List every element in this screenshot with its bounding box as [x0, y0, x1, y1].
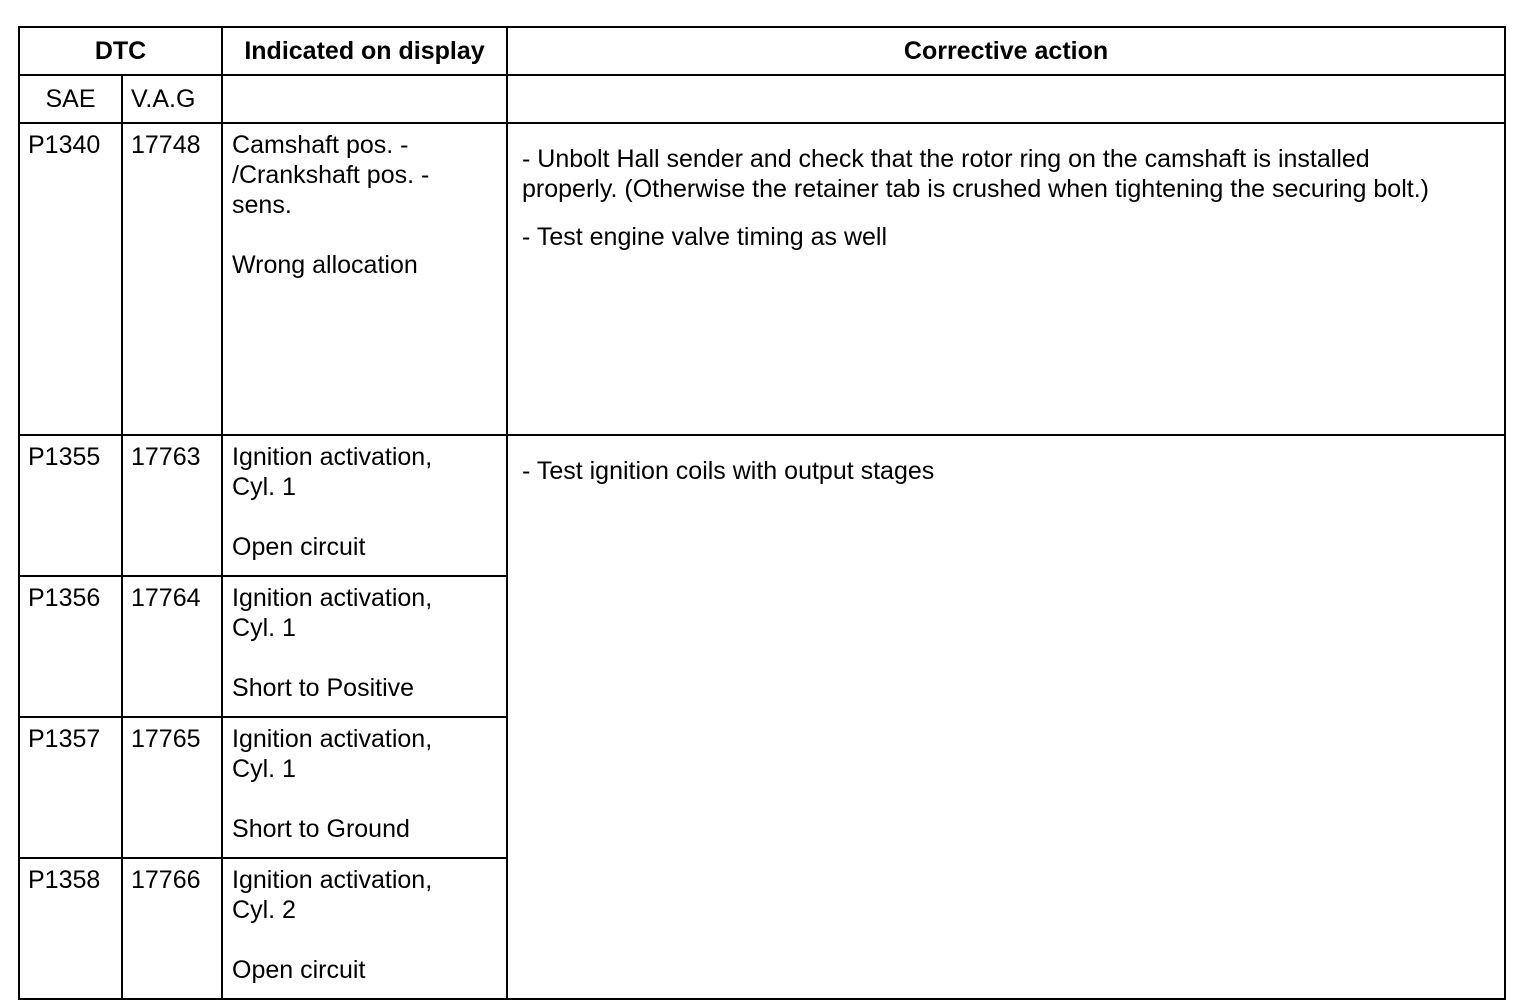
subheader-sae: SAE — [19, 75, 122, 123]
display-text-line: Cyl. 1 — [232, 614, 296, 642]
display-text-line: Ignition activation, — [232, 725, 433, 753]
display-text-line: Ignition activation, — [232, 866, 433, 894]
sae-code: P1356 — [19, 576, 122, 717]
sae-code: P1357 — [19, 717, 122, 858]
display-status: Short to Ground — [232, 815, 410, 843]
display-text-line: Cyl. 2 — [232, 896, 296, 924]
corrective-action-cell — [507, 123, 1505, 435]
display-status: Open circuit — [232, 533, 366, 561]
sae-code: P1340 — [19, 123, 122, 435]
header-indicated-on-display: Indicated on display — [222, 27, 507, 75]
vag-code: 17764 — [122, 576, 222, 717]
sae-code: P1355 — [19, 435, 122, 576]
corrective-action-text: - Test ignition coils with output stages — [522, 457, 935, 485]
display-cell — [222, 123, 507, 435]
corrective-action-text: - Unbolt Hall sender and check that the rotor ring on the camshaft is installed properly. (Otherwise the retainer tab is crushed when tightening the securing bolt.) — [522, 145, 1429, 203]
subheader-row — [19, 75, 1505, 123]
display-cell — [222, 576, 507, 717]
display-text-line: Ignition activation, — [232, 443, 433, 471]
subheader-vag: V.A.G — [122, 75, 222, 123]
display-status: Short to Positive — [232, 674, 415, 702]
display-status: Open circuit — [232, 956, 366, 984]
header-row — [19, 27, 1505, 75]
vag-code: 17748 — [122, 123, 222, 435]
corrective-action-text: - Test engine valve timing as well — [522, 223, 888, 251]
display-text-line: Cyl. 1 — [232, 473, 296, 501]
display-text-line: Cyl. 1 — [232, 755, 296, 783]
vag-code: 17765 — [122, 717, 222, 858]
vag-code: 17763 — [122, 435, 222, 576]
sae-code: P1358 — [19, 858, 122, 999]
display-text-line: Ignition activation, — [232, 584, 433, 612]
subheader-empty-display — [222, 75, 507, 123]
display-text-line: Camshaft pos. - — [232, 131, 409, 159]
header-dtc: DTC — [19, 27, 222, 75]
display-status: Wrong allocation — [232, 251, 418, 279]
corrective-action-cell — [507, 435, 1505, 999]
display-text-line: /Crankshaft pos. - — [232, 161, 430, 189]
display-cell — [222, 717, 507, 858]
subheader-empty-action — [507, 75, 1505, 123]
display-text-line: sens. — [232, 191, 292, 219]
vag-code: 17766 — [122, 858, 222, 999]
table-row — [19, 435, 1505, 576]
dtc-table — [18, 26, 1506, 1000]
table-row — [19, 123, 1505, 435]
header-corrective-action: Corrective action — [507, 27, 1505, 75]
display-cell — [222, 858, 507, 999]
display-cell — [222, 435, 507, 576]
